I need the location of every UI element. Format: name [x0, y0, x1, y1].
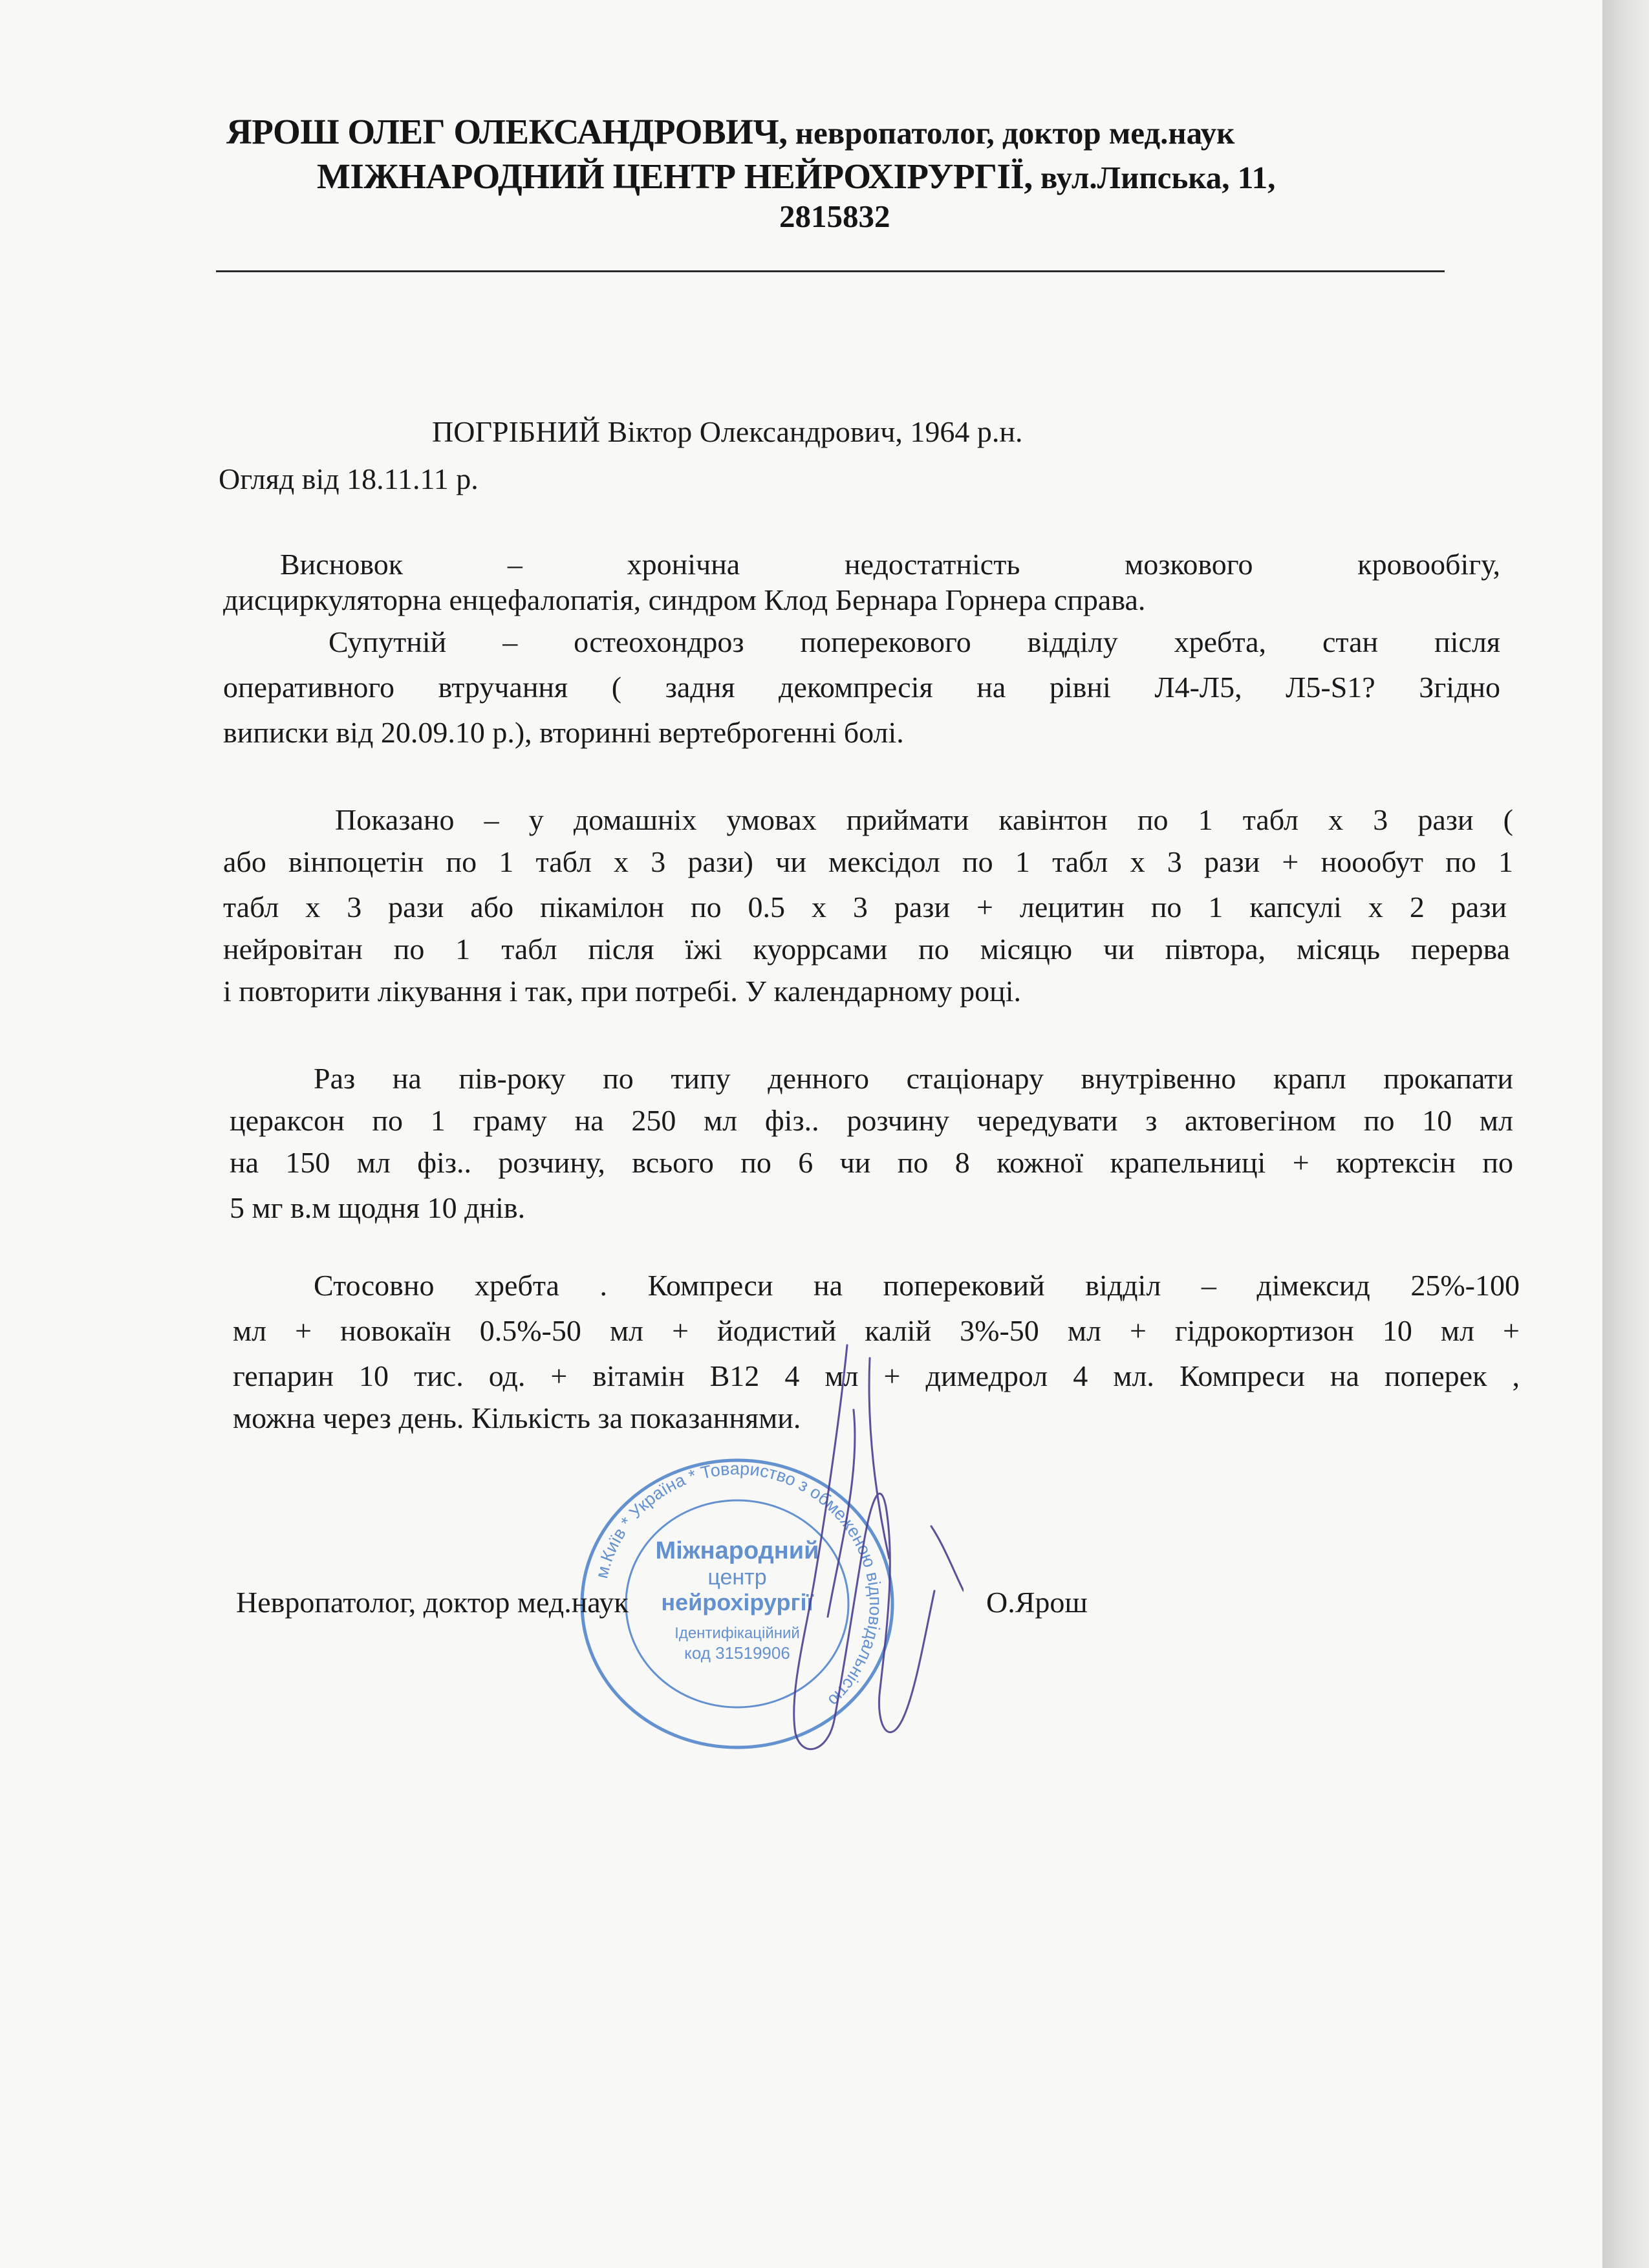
- spine-line: Стосовно хребта . Компреси на поперековий відділ – дімексид 25%-100: [314, 1269, 1520, 1302]
- conclusion-line: дисциркуляторна енцефалопатія, синдром Клод Бернара Горнера справа.: [223, 583, 1146, 616]
- header-doctor-name: ЯРОШ ОЛЕГ ОЛЕКСАНДРОВИЧ,: [226, 112, 788, 151]
- infusions-line: на 150 мл фіз.. розчину, всього по 6 чи по 8 кожної крапельниці + кортексін по: [230, 1146, 1513, 1179]
- spine-line: мл + новокаїн 0.5%-50 мл + йодистий калій 3%-50 мл + гідрокортизон 10 мл +: [233, 1314, 1520, 1347]
- stamp-ring-text: м.Київ * Україна * Товариство з обмеженою відповідальністю: [592, 1458, 886, 1711]
- infusions-line: 5 мг в.м щодня 10 днів.: [230, 1191, 526, 1224]
- indicated-line: Показано – у домашніх умовах приймати кавінтон по 1 табл х 3 рази (: [335, 803, 1513, 836]
- infusions-line: Раз на пів-року по типу денного стаціонару внутрівенно крапл прокапати: [314, 1062, 1513, 1095]
- stamp-center-line1: Міжнародний: [655, 1537, 819, 1564]
- exam-date: Огляд від 18.11.11 р.: [219, 462, 479, 495]
- page-edge: [1602, 0, 1649, 2268]
- conclusion-line: Висновок – хронічна недостатність мозкового кровообігу,: [280, 548, 1500, 581]
- indicated-line: табл х 3 рази або пікамілон по 0.5 х 3 рази + лецитин по 1 капсулі х 2 рази: [223, 891, 1507, 923]
- header-doctor-line: [226, 114, 1234, 149]
- handwritten-signature: [750, 1332, 964, 1785]
- stamp-center-line3: нейрохірургії: [661, 1589, 814, 1615]
- indicated-line: або вінпоцетін по 1 табл х 3 рази) чи мексідол по 1 табл х 3 рази + ноообут по 1: [223, 845, 1513, 878]
- header-center-name: МІЖНАРОДНИЙ ЦЕНТР НЕЙРОХІРУРГІЇ,: [317, 157, 1033, 196]
- spine-line: гепарин 10 тис. од. + вітамін В12 4 мл + димедрол 4 мл. Компреси на поперек ,: [233, 1359, 1520, 1392]
- patient-line: ПОГРІБНИЙ Віктор Олександрович, 1964 р.н.: [432, 415, 1023, 448]
- stamp-id-code: код 31519906: [684, 1643, 790, 1663]
- signature-title: Невропатолог, доктор мед.наук: [236, 1586, 629, 1619]
- concomitant-line: Супутній – остеохондроз поперекового відділу хребта, стан після: [329, 625, 1500, 658]
- stamp-id-label: Ідентифікаційний: [674, 1625, 800, 1642]
- header-doctor-title: невропатолог, доктор мед.наук: [787, 115, 1235, 151]
- infusions-line: цераксон по 1 граму на 250 мл фіз.. розчину чередувати з актовегіном по 10 мл: [230, 1104, 1513, 1137]
- concomitant-line: виписки від 20.09.10 р.), вторинні вертеброгенні болі.: [223, 716, 904, 749]
- concomitant-line: оперативного втручання ( задня декомпресія на рівні Л4-Л5, Л5-S1? Згідно: [223, 671, 1500, 704]
- header-phone: 2815832: [779, 199, 890, 234]
- spine-line: можна через день. Кількість за показаннями.: [233, 1401, 801, 1434]
- header-divider: [216, 270, 1445, 272]
- indicated-line: нейровітан по 1 табл після їжі куоррсами по місяцю чи півтора, місяць перерва: [223, 933, 1510, 966]
- stamp-center-line2: центр: [707, 1565, 767, 1590]
- header-center-address: вул.Липська, 11,: [1032, 160, 1276, 195]
- header-center-line: [317, 158, 1275, 194]
- signature-name: О.Ярош: [986, 1586, 1088, 1619]
- indicated-line: і повторити лікування і так, при потребі. У календарному році.: [223, 975, 1021, 1008]
